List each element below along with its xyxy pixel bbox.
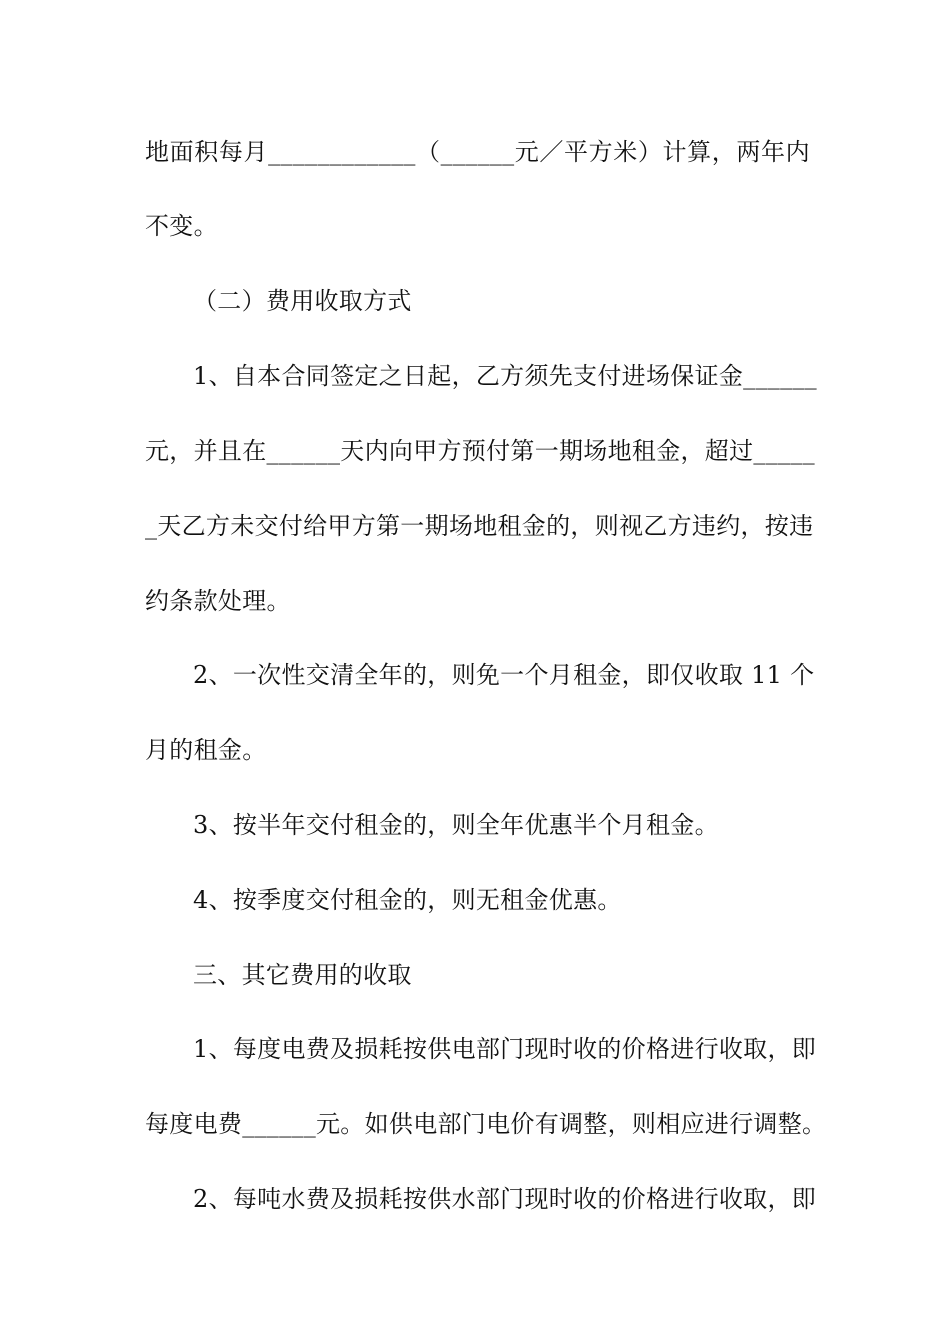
text-line-5: 元，并且在______天内向甲方预付第一期场地租金，超过_____ — [145, 437, 815, 465]
text-line-15: 2、每吨水费及损耗按供水部门现时收的价格进行收取，即 — [193, 1185, 817, 1213]
text-line-7: 约条款处理。 — [145, 587, 291, 615]
text-line-4: 1、自本合同签定之日起，乙方须先支付进场保证金______ — [193, 362, 817, 390]
text-line-8: 2、一次性交清全年的，则免一个月租金，即仅收取 11 个 — [193, 661, 815, 689]
text-line-2: 不变。 — [145, 212, 218, 240]
text-line-11: 4、按季度交付租金的，则无租金优惠。 — [193, 886, 622, 914]
section-heading-other-fees: 三、其它费用的收取 — [193, 961, 412, 989]
text-line-1: 地面积每月____________（______元／平方米）计算，两年内 — [145, 138, 810, 166]
text-line-10: 3、按半年交付租金的，则全年优惠半个月租金。 — [193, 811, 719, 839]
text-line-9: 月的租金。 — [145, 736, 267, 764]
text-line-6: _天乙方未交付给甲方第一期场地租金的，则视乙方违约，按违 — [145, 512, 814, 540]
text-line-13: 1、每度电费及损耗按供电部门现时收的价格进行收取，即 — [193, 1035, 817, 1063]
text-line-14: 每度电费______元。如供电部门电价有调整，则相应进行调整。 — [145, 1110, 827, 1138]
section-heading-fee-collection: （二）费用收取方式 — [193, 287, 412, 315]
